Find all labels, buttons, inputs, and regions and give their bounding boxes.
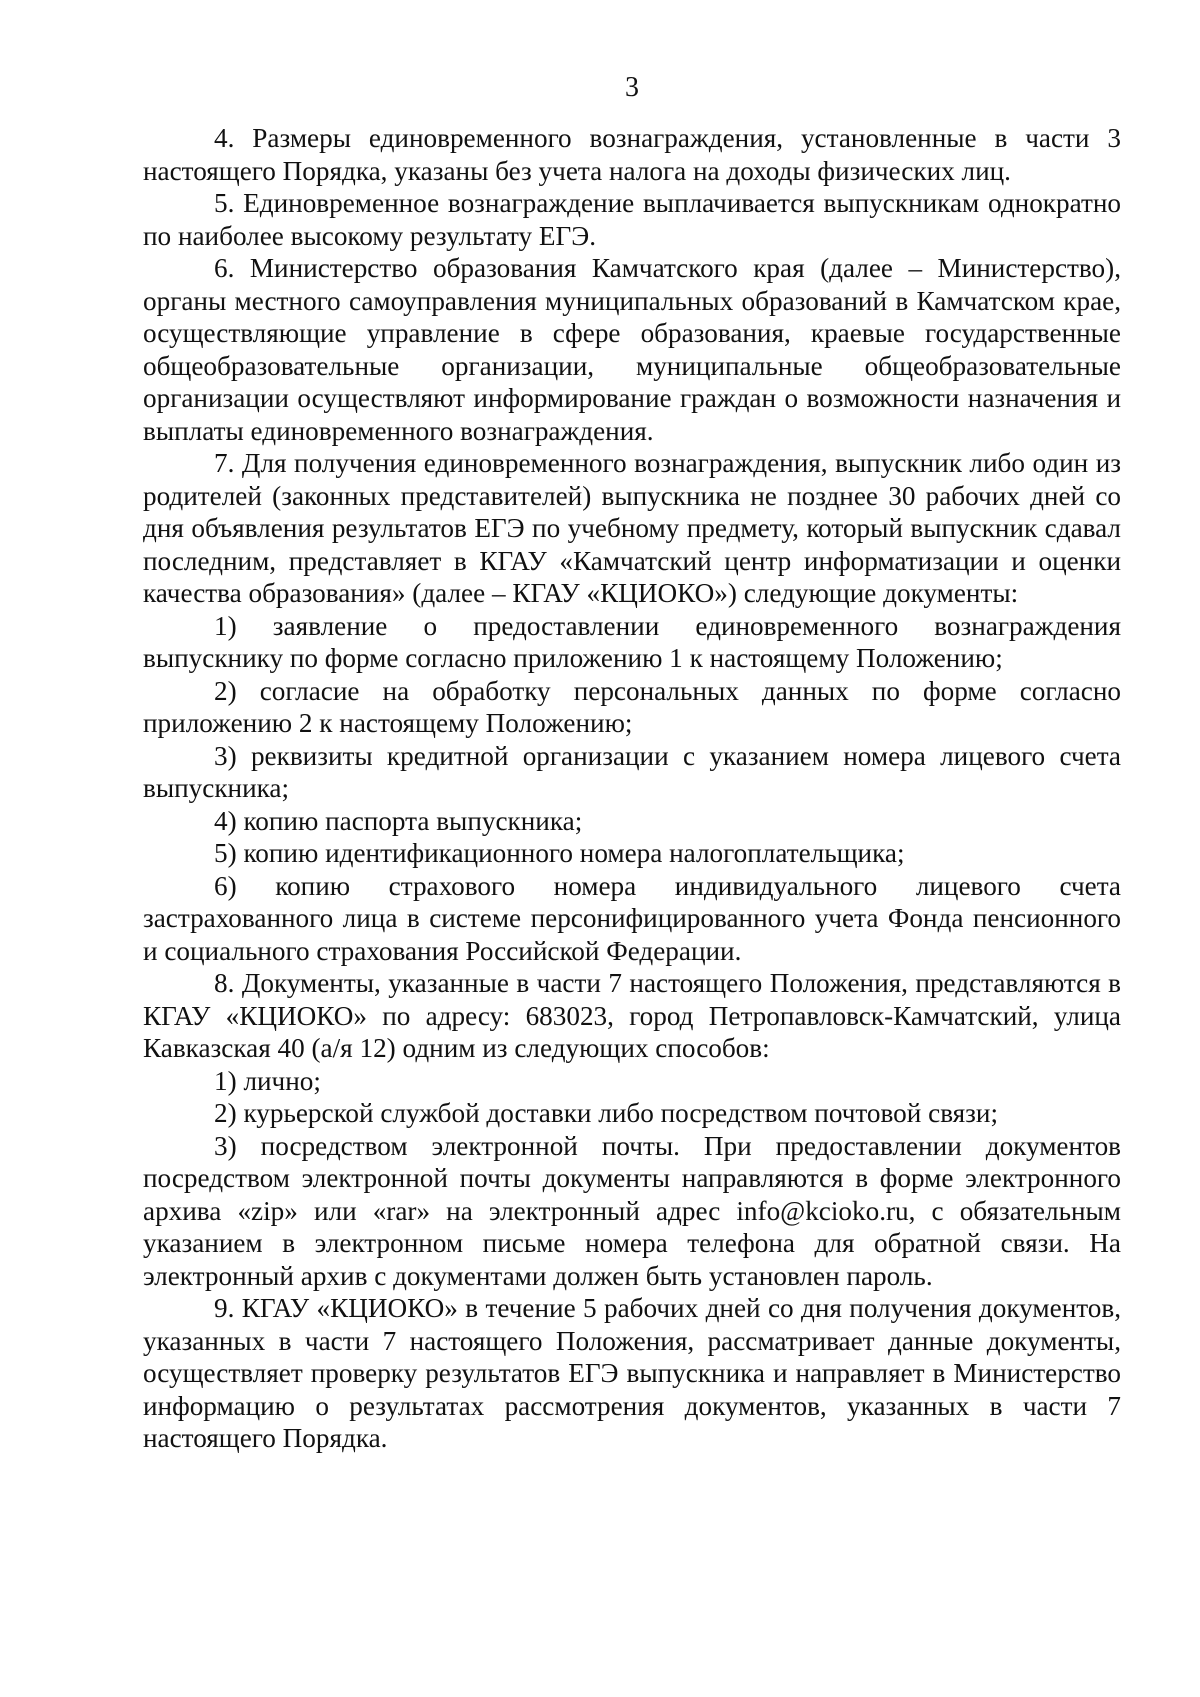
paragraph-4-award-amounts: 4. Размеры единовременного вознаграждения, установленные в части 3 настоящего Порядка, указаны без учета налога на доходы физических лиц. [143, 123, 1121, 186]
list-item-email: 3) посредством электронной почты. При предоставлении документов посредством электронной почты документы направляются в форме электронного архива «zip» или «rar» на электронный адрес info@kcioko.ru, с обязательным указанием в электронном письме номера телефона для обратной связи. На электронный архив с документами должен быть установлен пароль. [143, 1130, 1121, 1291]
document-body [143, 122, 1121, 1455]
list-item-passport: 4) копию паспорта выпускника; [214, 805, 583, 836]
paragraph-5-one-time-payment: 5. Единовременное вознаграждение выплачивается выпускникам однократно по наиболее высокому результату ЕГЭ. [143, 188, 1121, 251]
paragraph-8-submission: 8. Документы, указанные в части 7 настоящего Положения, представляются в КГАУ «КЦИОКО» по адресу: 683023, город Петропавловск-Камчатский, улица Кавказская 40 (а/я 12) одним из следующих способов: [143, 968, 1121, 1063]
list-item-consent: 2) согласие на обработку персональных данных по форме согласно приложению 2 к настоящему Положению; [143, 675, 1121, 738]
list-item-application: 1) заявление о предоставлении единовременного вознаграждения выпускнику по форме согласно приложению 1 к настоящему Положению; [143, 610, 1121, 673]
list-item-bank-details: 3) реквизиты кредитной организации с указанием номера лицевого счета выпускника; [143, 740, 1121, 803]
list-item-tax-number: 5) копию идентификационного номера налогоплательщика; [214, 838, 905, 868]
page-number: 3 [625, 72, 639, 103]
list-item-courier: 2) курьерской службой доставки либо посредством почтовой связи; [214, 1098, 999, 1128]
list-item-in-person: 1) лично; [214, 1065, 321, 1096]
paragraph-7-documents: 7. Для получения единовременного вознаграждения, выпускник либо один из родителей (законных представителей) выпускника не позднее 30 рабочих дней со дня объявления результатов ЕГЭ по учебному предмету, который выпускник сдавал последним, представляет в КГАУ «Камчатский центр информатизации и оценки качества образования» (далее – КГАУ «КЦИОКО») следующие документы: [143, 448, 1121, 608]
paragraph-9-review: 9. КГАУ «КЦИОКО» в течение 5 рабочих дней со дня получения документов, указанных в части 7 настоящего Положения, рассматривает данные документы, осуществляет проверку результатов ЕГЭ выпускника и направляет в Министерство информацию о результатах рассмотрения документов, указанных в части 7 настоящего Порядка. [143, 1293, 1121, 1453]
paragraph-6-informing: 6. Министерство образования Камчатского края (далее – Министерство), органы местного самоуправления муниципальных образований в Камчатском крае, осуществляющие управление в сфере образования, краевые государственные общеобразовательные организации, муниципальные общеобразовательные организации осуществляют информирование граждан о возможности назначения и выплаты единовременного вознаграждения. [143, 253, 1121, 446]
list-item-insurance-number: 6) копию страхового номера индивидуального лицевого счета застрахованного лица в системе персонифицированного учета Фонда пенсионного и социального страхования Российской Федерации. [143, 870, 1121, 966]
